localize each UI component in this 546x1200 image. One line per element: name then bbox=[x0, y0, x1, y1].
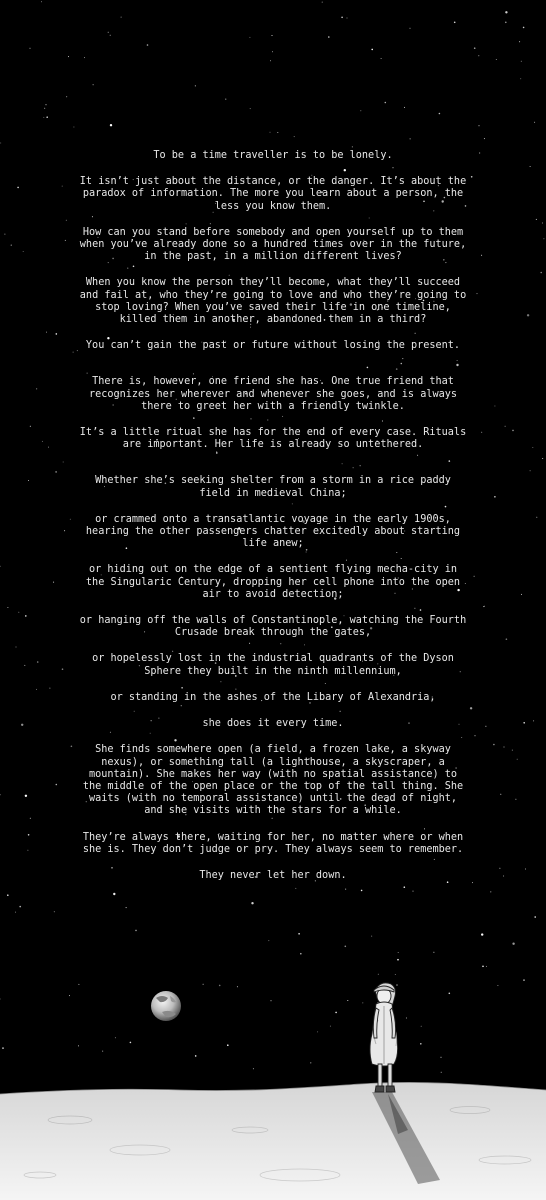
paragraph: or crammed onto a transatlantic voyage in the early 1900s, hearing the other passengers chatter excitedly about starting life anew; bbox=[85, 513, 461, 550]
paragraph: When you know the person they’ll become, what they’ll succeed and fail at, who they’re going to love and who they’re going to stop loving? When you’ve saved their life in one timeline, killed them in another, abandoned them in a third? bbox=[79, 277, 467, 326]
paragraph: Whether she’s seeking shelter from a storm in a rice paddy field in medieval China; bbox=[95, 475, 451, 499]
traveller-figure bbox=[370, 983, 398, 1092]
paragraph: They’re always there, waiting for her, no matter where or when she is. They don’t judge or pry. They always seem to remember. bbox=[82, 831, 464, 855]
paragraph: How can you stand before somebody and open yourself up to them when you’ve already done so a hundred times over in the future, in the past, in a million different lives? bbox=[79, 226, 467, 263]
paragraph: or hiding out on the edge of a sentient flying mecha-city in the Singularic Century, dropping her cell phone into the open air to avoid detection; bbox=[85, 564, 461, 600]
paragraph: or standing in the ashes of the Libary of Alexandria, bbox=[110, 691, 436, 703]
paragraph: They never let her down. bbox=[199, 869, 347, 881]
planet-icon bbox=[151, 991, 181, 1021]
paragraph: It isn’t just about the distance, or the danger. It’s about the paradox of information. The more you learn about a person, the less you know them. bbox=[79, 176, 467, 212]
moon-surface bbox=[0, 1082, 546, 1200]
paragraph: To be a time traveller is to be lonely. bbox=[153, 150, 393, 161]
paragraph: There is, however, one friend she has. One true friend that recognizes her wherever and whenever she goes, and is always there to greet her with a friendly twinkle. bbox=[88, 376, 457, 412]
paragraph: You can’t gain the past or future without losing the present. bbox=[85, 340, 461, 352]
paragraph: she does it every time. bbox=[202, 718, 344, 730]
paragraph: or hopelessly lost in the industrial quadrants of the Dyson Sphere they built in the ninth millennium, bbox=[92, 653, 454, 677]
paragraph: or hanging off the walls of Constantinople, watching the Fourth Crusade break through the gates, bbox=[79, 615, 467, 639]
paragraph: She finds somewhere open (a field, a frozen lake, a skyway nexus), or something tall (a lighthouse, a skyscraper, a mountain). She makes her way (with no spatial assistance) to the middle of the open place or the top of the tall thing. She waits (with no temporal assistance) until the dead of night, and she visits with the stars for a while. bbox=[82, 744, 464, 817]
paragraph: It’s a little ritual she has for the end of every case. Rituals are important. Her life is already so untethered. bbox=[79, 427, 467, 451]
